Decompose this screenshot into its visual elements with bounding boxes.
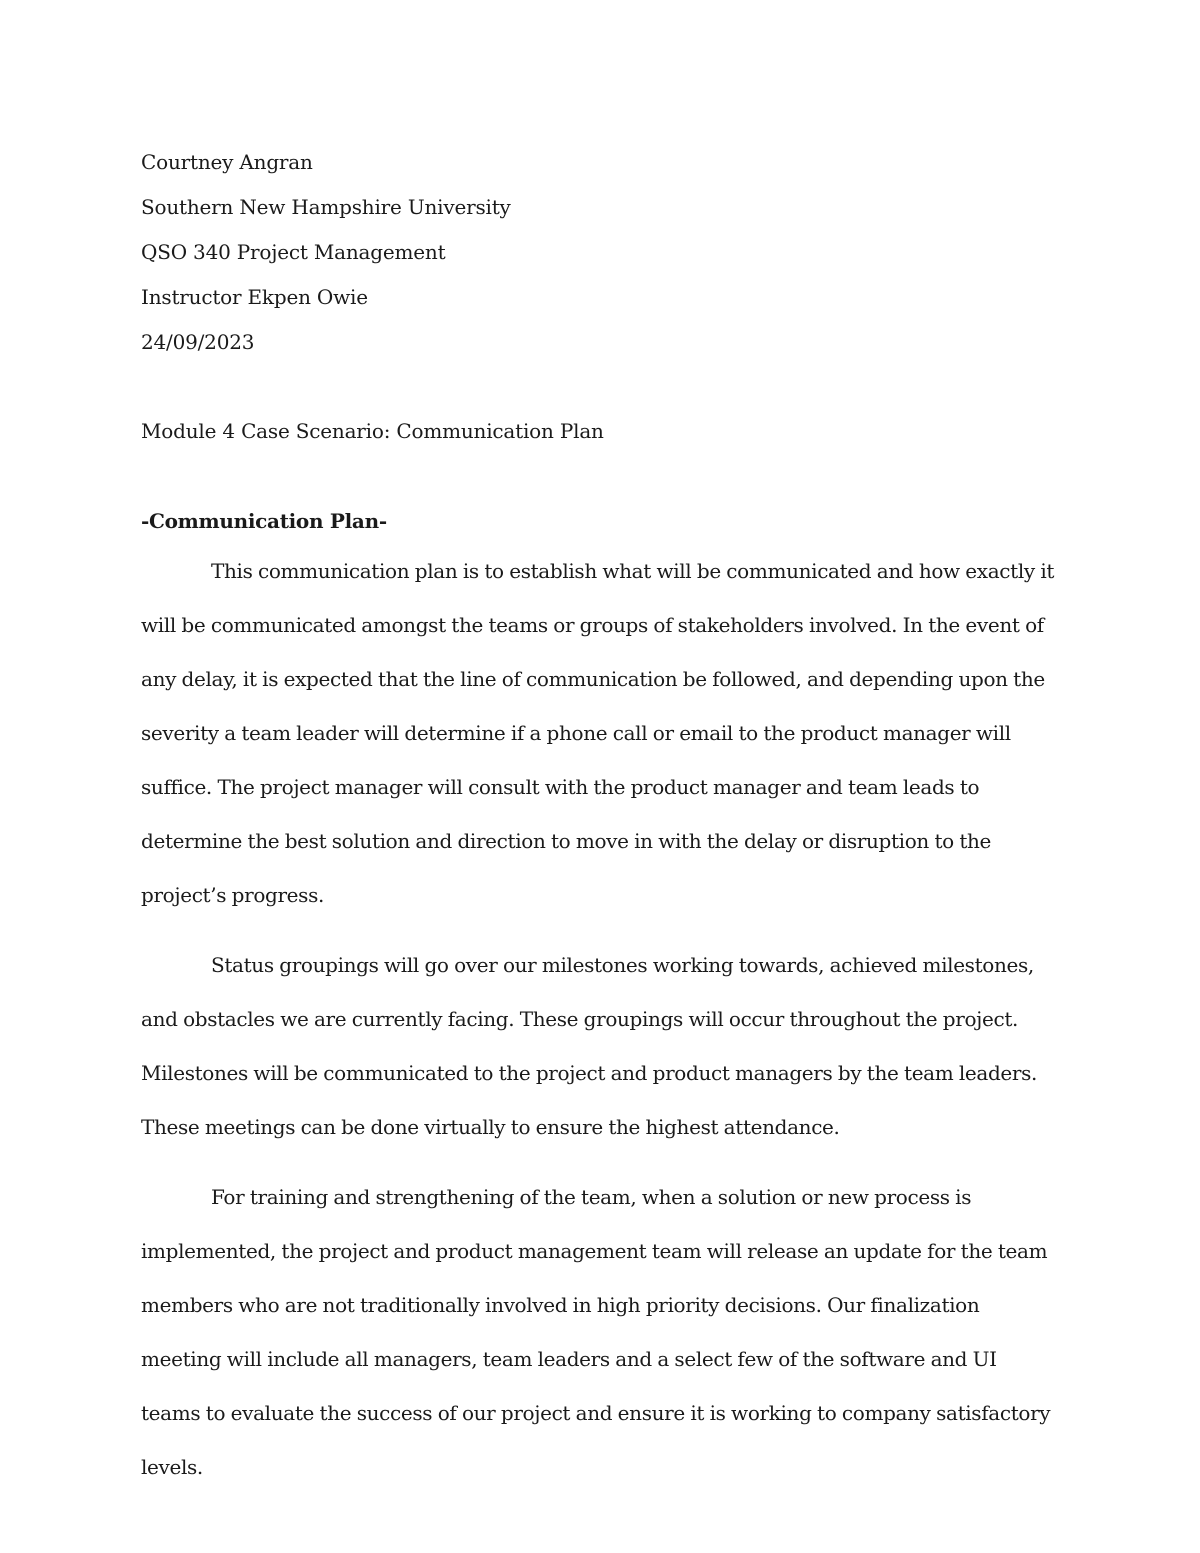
document-title: Module 4 Case Scenario: Communication Plan — [141, 419, 604, 443]
instructor-name: Instructor Ekpen Owie — [141, 285, 368, 309]
course-name: QSO 340 Project Management — [141, 240, 446, 264]
paragraph-3: For training and strengthening of the team, when a solution or new process is implemented, the project and product management team will release an update for the team members who are not traditionally involved in high priority decisions. Our finalization meeting will include all managers, team leaders and a select few of the software and UI teams to evaluate the success of our project and ensure it is working to company satisfactory levels. — [141, 1185, 1051, 1479]
document-date: 24/09/2023 — [141, 330, 255, 354]
author-name: Courtney Angran — [141, 150, 313, 174]
paragraph-1: This communication plan is to establish what will be communicated and how exactly it will be communicated amongst the teams or groups of stakeholders involved. In the event of any delay, it is expected that the line of communication be followed, and depending upon the severity a team leader will determine if a phone call or email to the product manager will suffice. The project manager will consult with the product manager and team leads to determine the best solution and direction to move in with the delay or disruption to the project’s progress. — [141, 559, 1055, 907]
institution-name: Southern New Hampshire University — [141, 195, 511, 219]
section-heading: -Communication Plan- — [141, 509, 387, 533]
paragraph-2: Status groupings will go over our milestones working towards, achieved milestones, and obstacles we are currently facing. These groupings will occur throughout the project. Milestones will be communicated to the project and product managers by the team leaders. These meetings can be done virtually to ensure the highest attendance. — [141, 953, 1038, 1139]
document-body — [141, 140, 1061, 1494]
